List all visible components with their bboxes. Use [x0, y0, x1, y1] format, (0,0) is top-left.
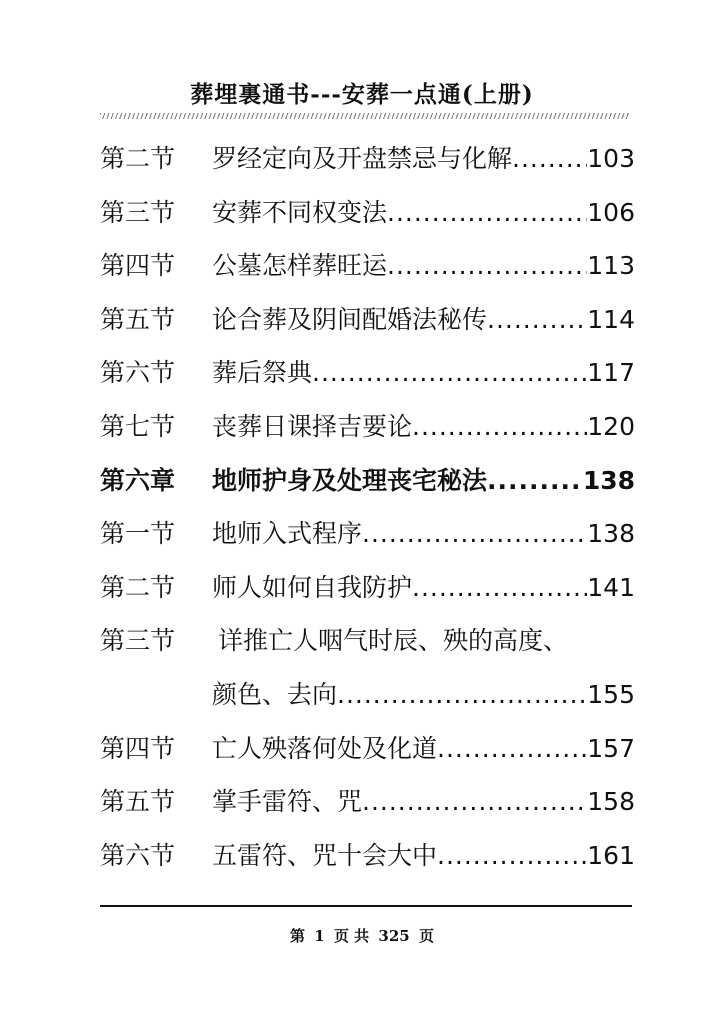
toc-entry-title: 葬后祭典: [212, 358, 313, 388]
toc-entry-page: 138: [587, 519, 635, 549]
toc-entry-page: 138: [582, 465, 635, 495]
toc-entry-page: 157: [587, 733, 635, 763]
page-footer: [0, 925, 724, 946]
toc-entry: [100, 829, 635, 883]
toc-entry-title: 亡人殃落何处及化道: [212, 733, 438, 763]
toc-entry: [100, 400, 635, 454]
toc-entry: [100, 293, 635, 347]
toc-entry-label: 第五节: [100, 304, 176, 334]
toc-entry: [100, 775, 635, 829]
toc-entry-label: 第五节: [100, 787, 176, 817]
footer-divider: [100, 905, 632, 907]
current-page-number: 1: [314, 927, 325, 945]
toc-entry-page: 117: [587, 358, 635, 388]
toc-entry-page: 158: [587, 787, 635, 817]
toc-chapter-entry: [100, 454, 635, 508]
toc-entry: [100, 722, 635, 776]
toc-entry-title: 地师入式程序: [212, 519, 363, 549]
toc-entry-title: 丧葬日课择吉要论: [212, 411, 413, 441]
toc-entry-title: 公墓怎样葬旺运: [212, 251, 388, 281]
header-divider: [100, 113, 630, 119]
toc-entry-title: 师人如何自我防护: [212, 572, 413, 602]
toc-entry-label: 第六节: [100, 840, 176, 870]
toc-entry: [100, 239, 635, 293]
toc-entry-page: 113: [587, 251, 635, 281]
toc-entry-title: 论合葬及阴间配婚法秘传: [212, 304, 488, 334]
toc-entry-title: 地师护身及处理丧宅秘法: [212, 465, 488, 495]
toc-entry-label: 第四节: [100, 251, 176, 281]
toc-leader-dots: [512, 132, 587, 186]
toc-leader-dots: [337, 668, 587, 722]
toc-entry-page: 161: [587, 840, 635, 870]
toc-entry: [100, 614, 635, 668]
toc-leader-dots: [437, 829, 587, 883]
toc-entry-label: 第四节: [100, 733, 176, 763]
toc-leader-dots: [437, 722, 587, 776]
toc-entry-label: 第二节: [100, 144, 176, 173]
toc-entry-page: 106: [587, 197, 635, 227]
toc-leader-dots: [412, 400, 587, 454]
toc-entry-label: 第三节: [100, 626, 176, 656]
table-of-contents: [100, 132, 635, 882]
toc-entry-continuation: [100, 668, 635, 722]
toc-entry-title: 详推亡人咽气时辰、殃的高度、: [218, 626, 569, 656]
toc-entry-label: 第七节: [100, 411, 176, 441]
toc-leader-dots: [412, 561, 587, 615]
footer-middle: 页 共: [333, 927, 370, 945]
toc-leader-dots: [487, 293, 587, 347]
toc-entry-page: 155: [587, 679, 635, 709]
toc-entry: [100, 507, 635, 561]
toc-entry-title: 掌手雷符、咒: [212, 787, 363, 817]
footer-suffix: 页: [418, 927, 434, 945]
toc-leader-dots: [312, 346, 587, 400]
toc-entry: [100, 186, 635, 240]
toc-entry-title: 安葬不同权变法: [212, 197, 388, 227]
total-page-count: 325: [378, 927, 410, 945]
toc-entry-label: 第六节: [100, 358, 176, 388]
footer-prefix: 第: [290, 927, 306, 945]
toc-entry-page: 141: [587, 572, 635, 602]
toc-entry-label: 第一节: [100, 519, 176, 549]
toc-leader-dots: [387, 239, 587, 293]
toc-leader-dots: [387, 186, 587, 240]
toc-leader-dots: [362, 507, 587, 561]
toc-entry-label: 第三节: [100, 197, 176, 227]
toc-entry-label: 第六章: [100, 465, 176, 495]
toc-entry-title: 五雷符、咒十会大中: [212, 840, 438, 870]
toc-entry-title: 罗经定向及开盘禁忌与化解: [212, 144, 513, 173]
page-header: 葬埋裏通书---安葬一点通(上册): [190, 81, 534, 108]
toc-entry-page: 120: [587, 411, 635, 441]
toc-leader-dots: [362, 775, 587, 829]
toc-entry-label: 第二节: [100, 572, 176, 602]
toc-entry: [100, 561, 635, 615]
toc-entry: [100, 346, 635, 400]
toc-entry: [100, 132, 635, 186]
toc-entry-page: 114: [587, 304, 635, 334]
toc-entry-page: 103: [587, 144, 635, 173]
toc-leader-dots: [487, 454, 583, 508]
toc-entry-title: 颜色、去向: [212, 679, 338, 709]
